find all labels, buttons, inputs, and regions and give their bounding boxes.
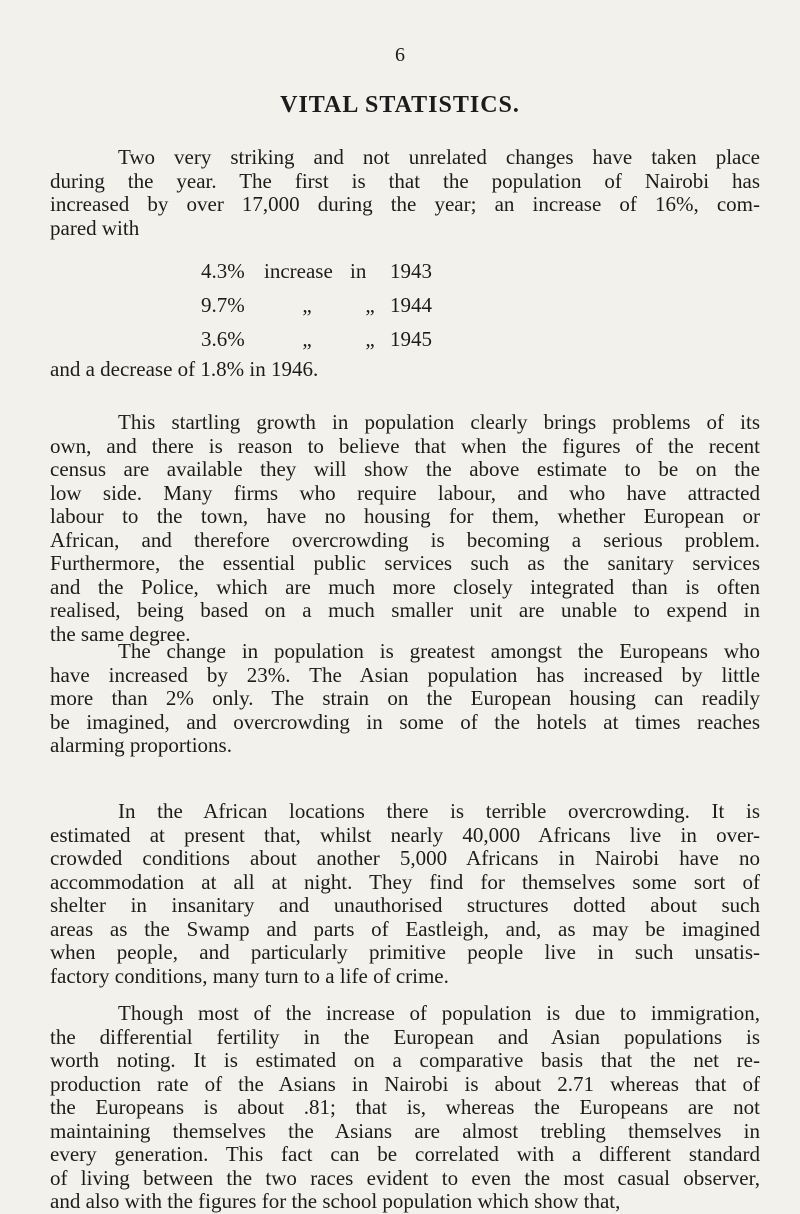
text-line: African, and therefore overcrowding is becoming a serious problem.	[50, 527, 760, 552]
stats-percent: 4.3%	[201, 259, 245, 283]
text-line: labour to the town, have no housing for them, whether European or	[50, 504, 760, 528]
stats-prep: in	[350, 259, 367, 283]
paragraph-population-increase	[50, 146, 760, 240]
page-number: 6	[395, 44, 405, 66]
paragraph-decrease-note	[50, 358, 760, 382]
text-line: the same degree.	[50, 621, 191, 646]
text-line: factory conditions, many turn to a life of crime.	[50, 963, 449, 988]
stats-label: increase	[264, 259, 333, 283]
text-line: production rate of the Asians in Nairobi is about 2.71 whereas that of	[50, 1071, 760, 1096]
text-line: the differential fertility in the European and Asian populations is	[50, 1024, 760, 1049]
text-line: census are available they will show the above estimate to be on the	[50, 457, 760, 481]
text-line: have increased by 23%. The Asian population has increased by little	[50, 662, 760, 687]
text-line: the Europeans is about .81; that is, whereas the Europeans are not	[50, 1095, 760, 1119]
text-line: during the year. The first is that the population of Nairobi has	[50, 168, 760, 193]
text-line: low side. Many firms who require labour, and who have attracted	[50, 480, 760, 505]
stats-row	[201, 254, 432, 288]
stats-year: 1943	[390, 259, 432, 283]
text-line: alarming proportions.	[50, 733, 232, 757]
text-line: own, and there is reason to believe that when the figures of the recent	[50, 433, 760, 458]
stats-ditto: „	[365, 293, 375, 317]
text-line: of living between the two races evident to even the most casual observer,	[50, 1165, 760, 1190]
text-line: realised, being based on a much smaller unit are unable to expend in	[50, 598, 760, 622]
text-line: estimated at present that, whilst nearly 40,000 Africans live in over-	[50, 822, 760, 847]
text-line: Two very striking and not unrelated changes have taken place	[118, 145, 760, 169]
paragraph-differential-fertility	[50, 1002, 760, 1214]
text-line: and a decrease of 1.8% in 1946.	[50, 357, 319, 381]
text-line: be imagined, and overcrowding in some of the hotels at times reaches	[50, 709, 760, 734]
text-line: Though most of the increase of population is due to immigration,	[118, 1001, 760, 1025]
text-line: when people, and particularly primitive people live in such unsatis-	[50, 940, 760, 964]
stats-ditto: „	[302, 327, 312, 351]
stats-row	[201, 322, 432, 356]
paragraph-african-locations	[50, 800, 760, 988]
text-line: and the Police, which are much more closely integrated than is often	[50, 574, 760, 599]
stats-percent: 9.7%	[201, 293, 245, 317]
stats-year: 1944	[390, 293, 432, 317]
stats-row	[201, 288, 432, 322]
text-line: pared with	[50, 215, 140, 240]
text-line: The change in population is greatest amongst the Europeans who	[118, 639, 760, 663]
text-line: more than 2% only. The strain on the European housing can readily	[50, 686, 760, 710]
text-line: shelter in insanitary and unauthorised structures dotted about such	[50, 893, 760, 917]
paragraph-growth-problems	[50, 411, 760, 646]
text-line: areas as the Swamp and parts of Eastleigh, and, as may be imagined	[50, 916, 760, 941]
stats-ditto: „	[302, 293, 312, 317]
page-title: VITAL STATISTICS.	[280, 92, 520, 118]
text-line: This startling growth in population clearly brings problems of its	[118, 410, 760, 434]
text-line: Furthermore, the essential public services such as the sanitary services	[50, 551, 760, 575]
text-line: worth noting. It is estimated on a comparative basis that the net re-	[50, 1048, 760, 1072]
stats-ditto: „	[365, 327, 375, 351]
text-line: accommodation at all at night. They find for themselves some sort of	[50, 869, 760, 894]
text-line: crowded conditions about another 5,000 Africans in Nairobi have no	[50, 846, 760, 870]
paragraph-european-change	[50, 640, 760, 758]
stats-year: 1945	[390, 327, 432, 351]
text-line: every generation. This fact can be correlated with a different standard	[50, 1142, 760, 1166]
text-line: and also with the figures for the school population which show that,	[50, 1189, 621, 1213]
text-line: In the African locations there is terrible overcrowding. It is	[118, 799, 760, 823]
stats-percent: 3.6%	[201, 327, 245, 351]
population-stats-table	[201, 254, 432, 356]
text-line: increased by over 17,000 during the year; an increase of 16%, com-	[50, 192, 760, 216]
text-line: maintaining themselves the Asians are almost trebling themselves in	[50, 1118, 760, 1143]
